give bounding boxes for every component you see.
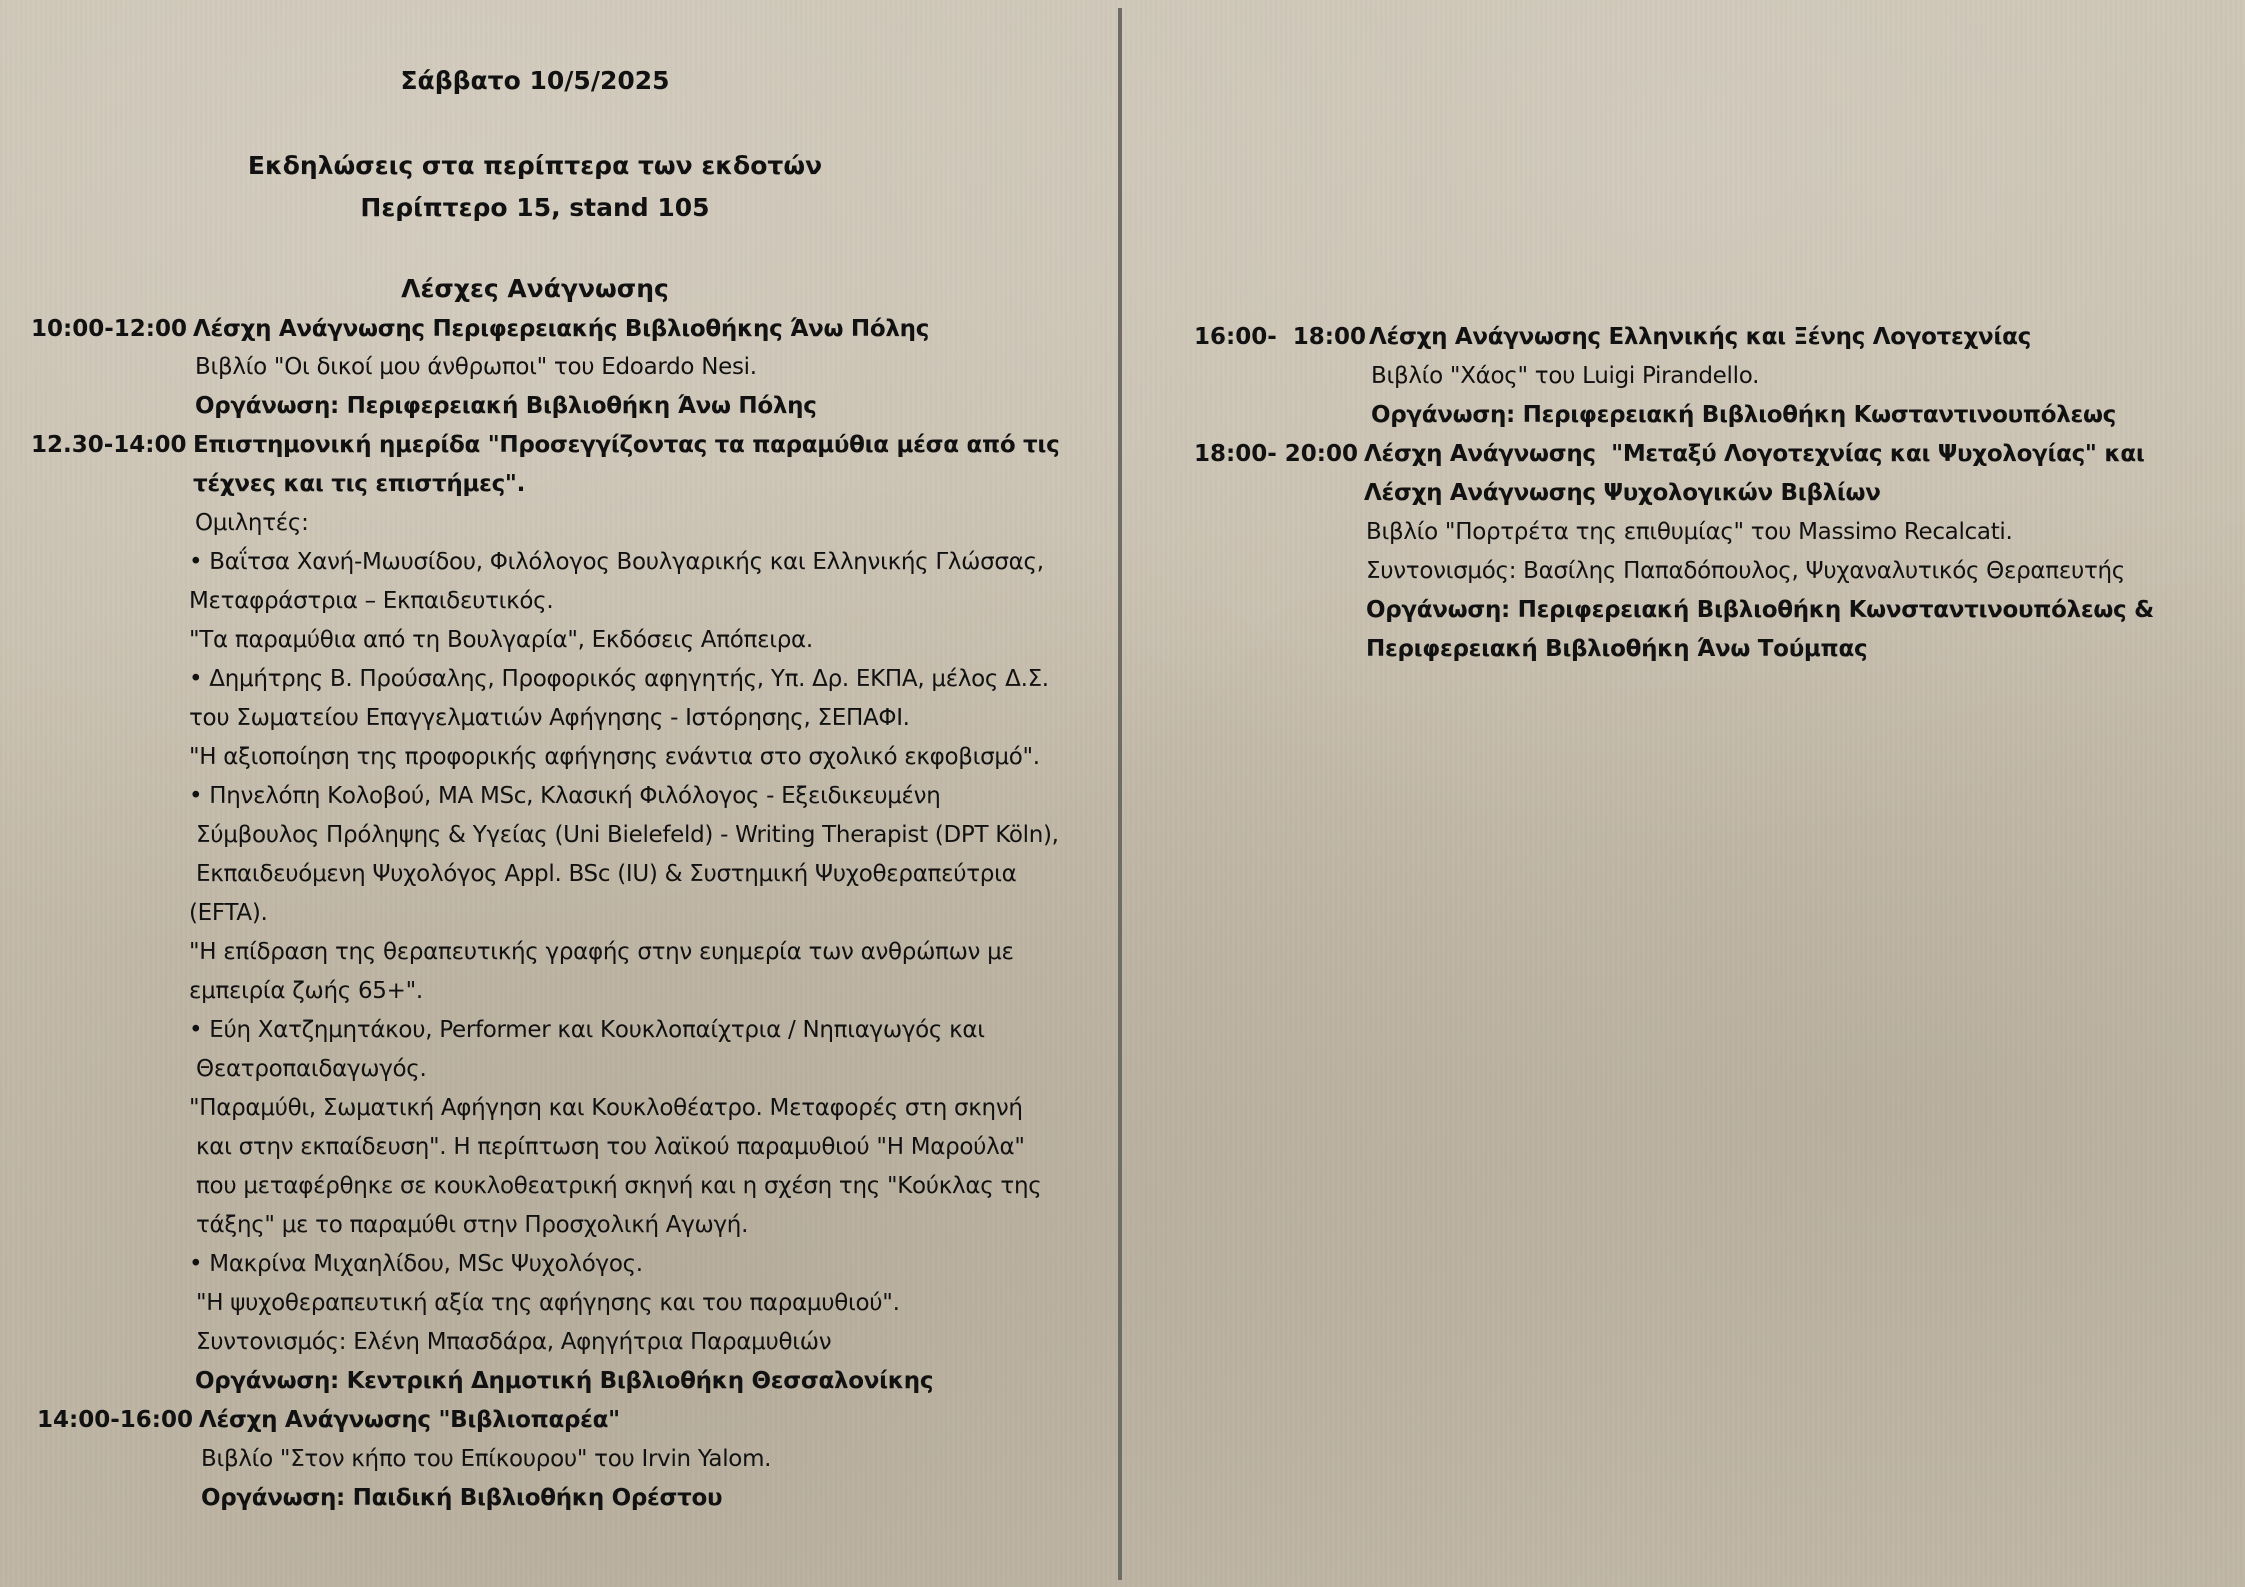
speaker-line: "Η επίδραση της θεραπευτικής γραφής στην ευημερία των ανθρώπων με [189,939,1014,965]
event-title: Επιστημονική ημερίδα "Προσεγγίζοντας τα παραμύθια μέσα από τις [193,432,1060,458]
event-title: Λέσχη Ανάγνωσης Ελληνικής και Ξένης Λογοτεχνίας [1369,324,2031,350]
column-divider [1118,8,1122,1580]
speaker-line: Εκπαιδευόμενη Ψυχολόγος Appl. BSc (IU) & Συστημική Ψυχοθεραπεύτρια [189,861,1017,887]
date-heading: Σάββατο 10/5/2025 [400,66,670,95]
speaker-line: Μεταφράστρια – Εκπαιδευτικός. [189,588,554,614]
event-title: Λέσχη Ανάγνωσης "Βιβλιοπαρέα" [199,1407,620,1433]
speaker-line: "Η αξιοποίηση της προφορικής αφήγησης ενάντια στο σχολικό εκφοβισμό". [189,744,1040,770]
speaker-line: Σύμβουλος Πρόληψης & Υγείας (Uni Bielefeld) - Writing Therapist (DPT Köln), [189,822,1059,848]
speaker-line: • Εύη Χατζημητάκου, Performer και Κουκλοπαίχτρια / Νηπιαγωγός και [189,1017,985,1043]
speaker-line: (EFTA). [189,900,268,926]
event-time: 16:00- 18:00 [1194,324,1366,350]
event-time: 14:00-16:00 [37,1407,193,1433]
event-book: Βιβλίο "Στον κήπο του Επίκουρου" του Irvin Yalom. [201,1446,772,1472]
event-time: 12.30-14:00 [31,432,187,458]
event-time: 18:00- 20:00 [1194,441,1358,467]
speaker-line: και στην εκπαίδευση". Η περίπτωση του λαϊκού παραμυθιού "Η Μαρούλα" [189,1134,1025,1160]
event-organizer: Οργάνωση: Παιδική Βιβλιοθήκη Ορέστου [201,1485,723,1511]
speaker-line: τάξης" με το παραμύθι στην Προσχολική Αγωγή. [189,1212,749,1238]
section-title: Λέσχες Ανάγνωσης [401,274,669,303]
speaker-line: • Μακρίνα Μιχαηλίδου, MSc Ψυχολόγος. [189,1251,643,1277]
event-organizer: Οργάνωση: Περιφερειακή Βιβλιοθήκη Άνω Πόλης [195,393,817,419]
event-organizer: Οργάνωση: Κεντρική Δημοτική Βιβλιοθήκη Θεσσαλονίκης [195,1368,934,1394]
event-book: Βιβλίο "Πορτρέτα της επιθυμίας" του Massimo Recalcati. [1366,519,2013,545]
event-book: Βιβλίο "Χάος" του Luigi Pirandello. [1371,363,1760,389]
event-organizer: Οργάνωση: Περιφερειακή Βιβλιοθήκη Κωνσταντινουπόλεως & [1366,597,2154,623]
speaker-line: "Η ψυχοθεραπευτική αξία της αφήγησης και του παραμυθιού". [189,1290,900,1316]
event-organizer-cont: Περιφερειακή Βιβλιοθήκη Άνω Τούμπας [1366,636,1868,662]
coordination-line: Συντονισμός: Βασίλης Παπαδόπουλος, Ψυχαναλυτικός Θεραπευτής [1366,558,2125,584]
speaker-line: εμπειρία ζωής 65+". [189,978,423,1004]
events-heading: Εκδηλώσεις στα περίπτερα των εκδοτών [247,151,823,180]
coordination-line: Συντονισμός: Ελένη Μπασδάρα, Αφηγήτρια Παραμυθιών [189,1329,832,1355]
speakers-label: Ομιλητές: [195,510,309,536]
speaker-line: που μεταφέρθηκε σε κουκλοθεατρική σκηνή και η σχέση της "Κούκλας της [189,1173,1042,1199]
event-time: 10:00-12:00 [31,316,187,342]
event-title: Λέσχη Ανάγνωσης Περιφερειακής Βιβλιοθήκης Άνω Πόλης [193,316,930,342]
pavilion-heading: Περίπτερο 15, stand 105 [360,193,710,222]
speaker-line: • Βαΐτσα Χανή-Μωυσίδου, Φιλόλογος Βουλγαρικής και Ελληνικής Γλώσσας, [189,549,1044,575]
speaker-line: • Πηνελόπη Κολοβού, MA MSc, Κλασική Φιλόλογος - Εξειδικευμένη [189,783,941,809]
event-title-cont: τέχνες και τις επιστήμες". [193,471,526,497]
speaker-line: Θεατροπαιδαγωγός. [189,1056,427,1082]
event-title-cont: Λέσχη Ανάγνωσης Ψυχολογικών Βιβλίων [1364,480,1881,506]
speaker-line: του Σωματείου Επαγγελματιών Αφήγησης - Ιστόρησης, ΣΕΠΑΦΙ. [189,705,910,731]
event-title: Λέσχη Ανάγνωσης "Μεταξύ Λογοτεχνίας και Ψυχολογίας" και [1364,441,2145,467]
event-book: Βιβλίο "Οι δικοί μου άνθρωποι" του Edoardo Nesi. [195,354,757,380]
event-organizer: Οργάνωση: Περιφερειακή Βιβλιοθήκη Κωσταντινουπόλεως [1371,402,2117,428]
speaker-line: "Τα παραμύθια από τη Βουλγαρία", Εκδόσεις Απόπειρα. [189,627,813,653]
speaker-line: "Παραμύθι, Σωματική Αφήγηση και Κουκλοθέατρο. Μεταφορές στη σκηνή [189,1095,1023,1121]
speaker-line: • Δημήτρης Β. Προύσαλης, Προφορικός αφηγητής, Υπ. Δρ. ΕΚΠΑ, μέλος Δ.Σ. [189,666,1049,692]
